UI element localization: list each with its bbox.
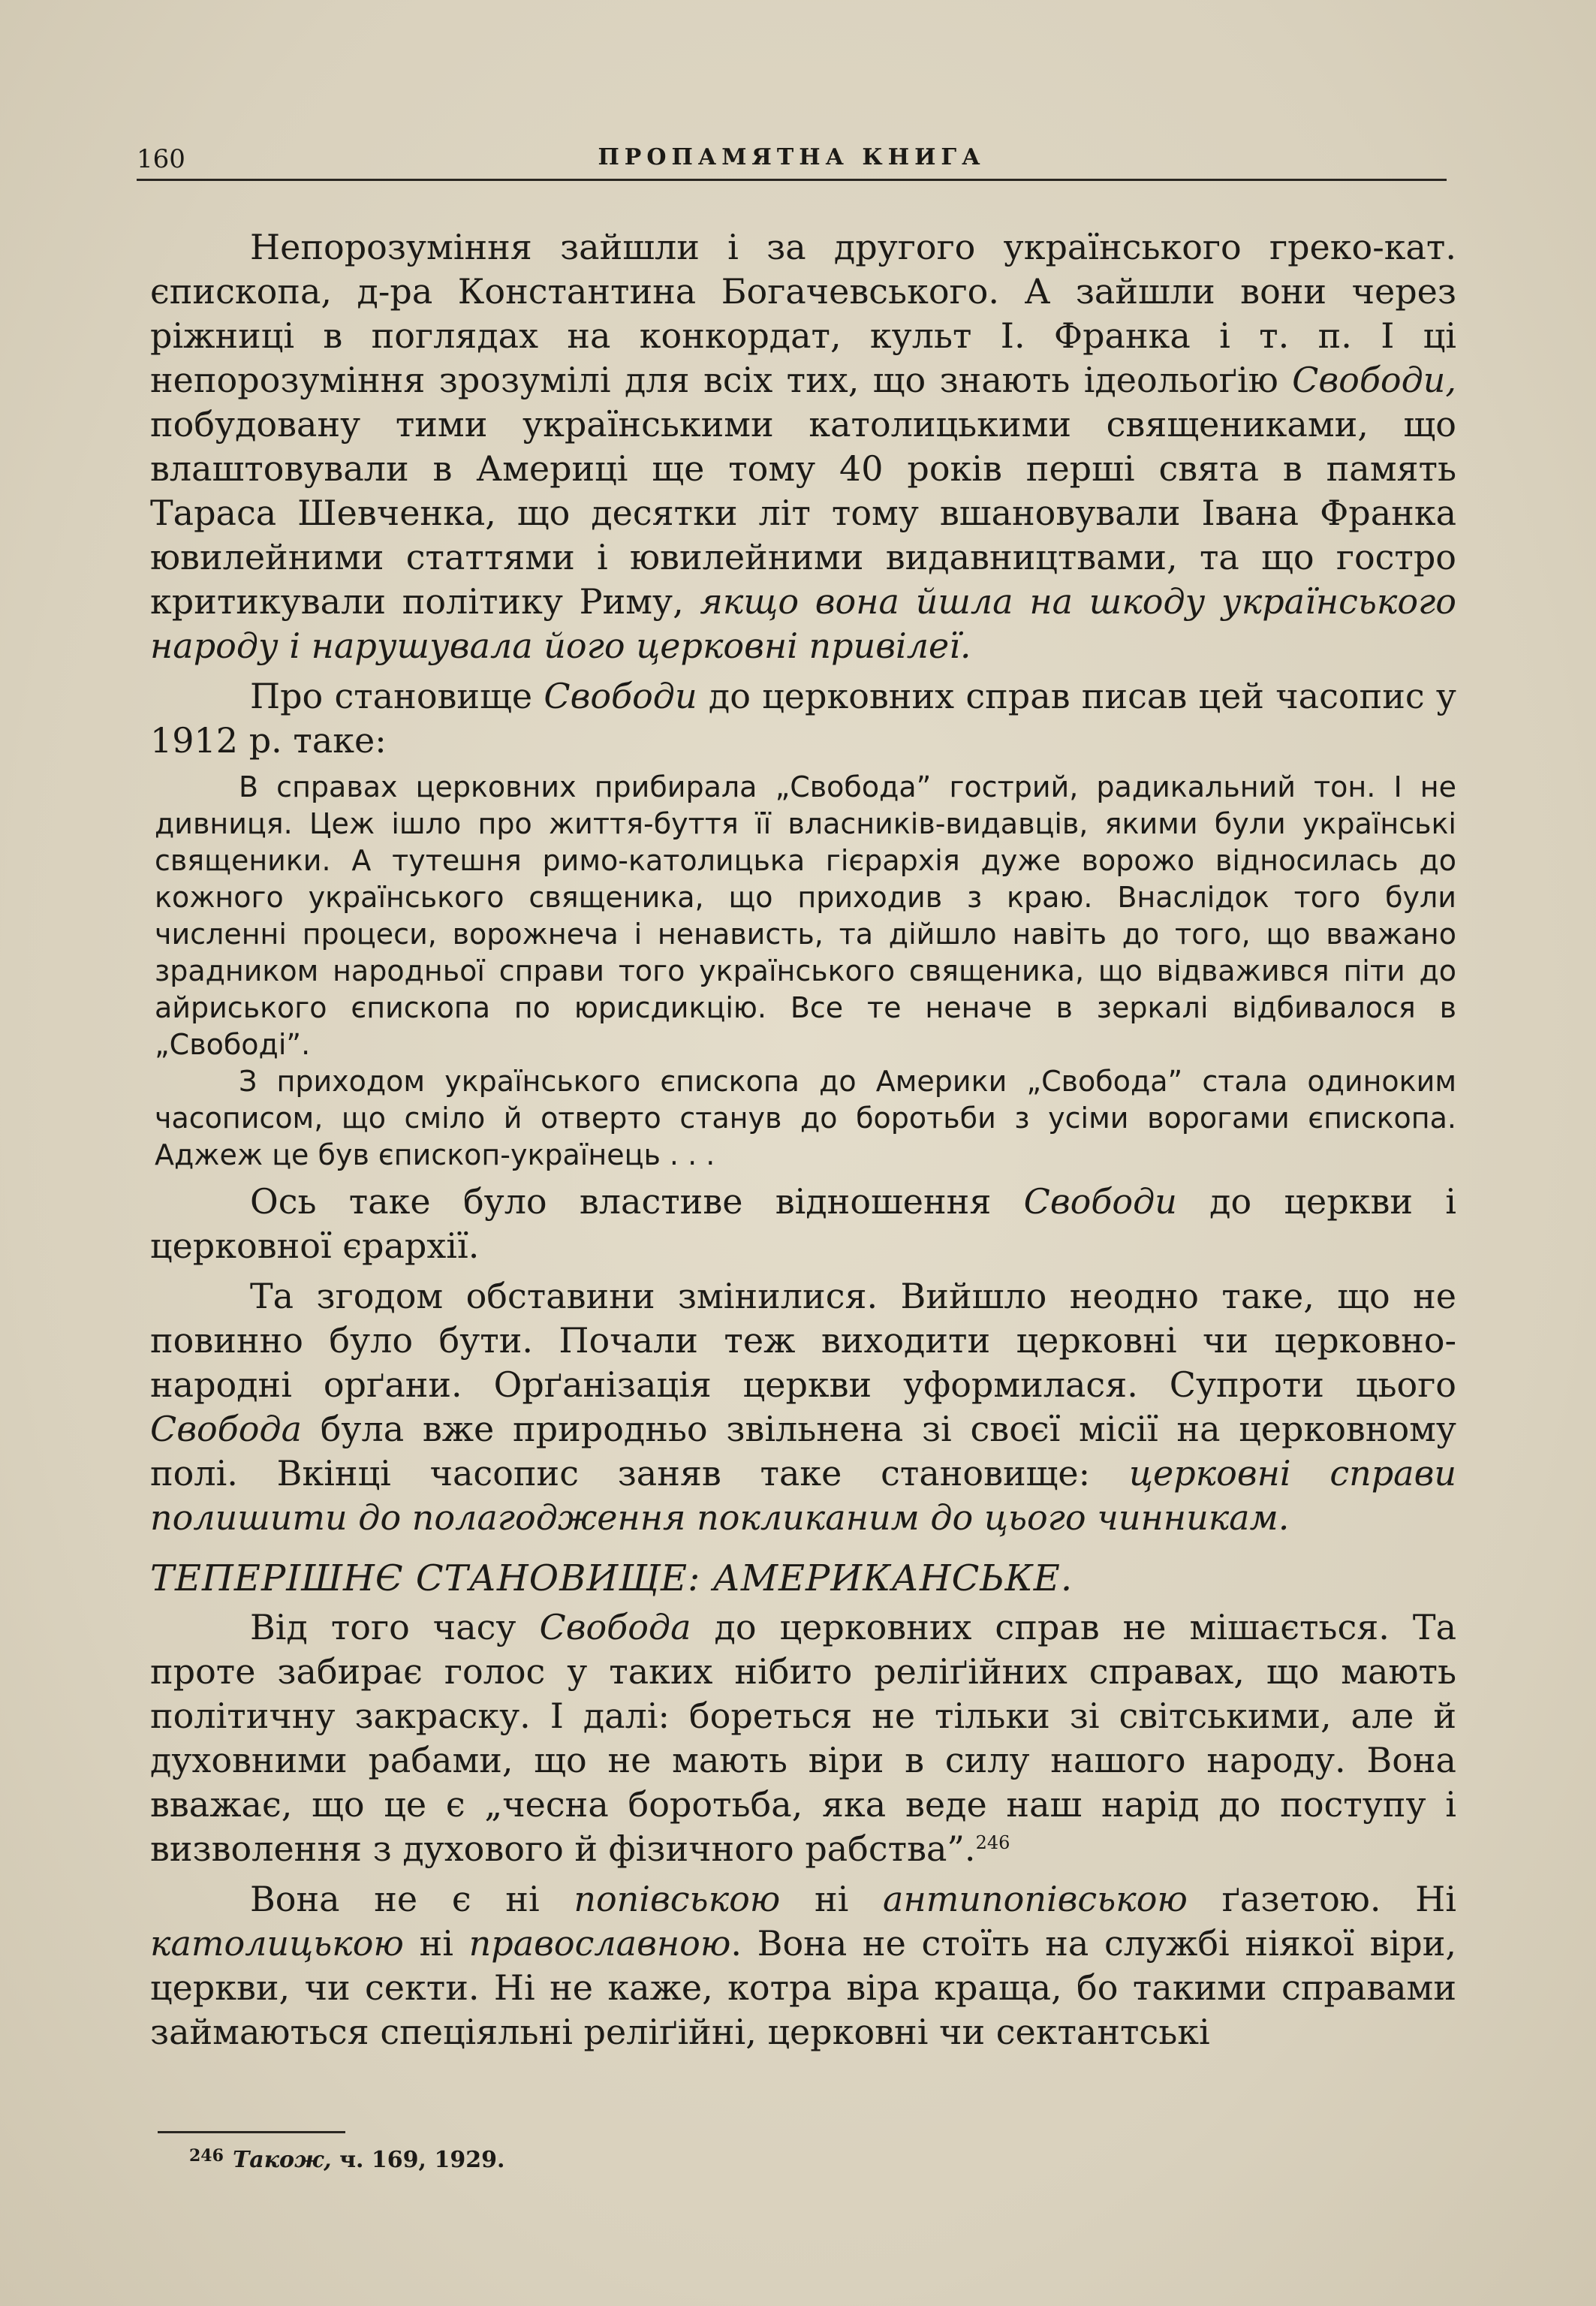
running-header — [137, 141, 1447, 181]
paragraph-3 — [150, 1180, 1456, 1268]
section-heading: ТЕПЕРІШНЄ СТАНОВИЩЕ: АМЕРИКАНСЬКЕ. — [150, 1557, 1074, 1599]
text-run: до церковних справ не мішається. Та проте забирає голос у таких нібито реліґійних справах, що мають політичну закраску. І далі: бореться не тільки зі світськими, але й духовними рабами, що не мають віри в силу нашого народу. Вона вважає, що це є „чесна боротьба, яка веде наш нарід до поступу і визволення з духового й фізичного рабства”. — [150, 1607, 1457, 1869]
footnote-italic: Також, — [232, 2147, 332, 2173]
quote-paragraph-2: З приходом українського єпископа до Америки „Свобода” стала одиноким часописом, що сміло й отверто станув до боротьби з усіми ворогами єпископа. Аджеж це був єпископ-українець . . . — [155, 1065, 1456, 1171]
text-run: Та згодом обставини змінилися. Вийшло неодно таке, що не повинно було бути. Почали теж виходити церковні чи церковно-народні орґани. Орґанізація церкви уформилася. Супроти цього — [150, 1276, 1456, 1405]
text-run: ґазетою. Ні — [1187, 1879, 1456, 1919]
body-text — [150, 225, 1456, 2060]
text-run: Від того часу — [250, 1607, 540, 1647]
paragraph-5 — [150, 1605, 1456, 1871]
italic-run: Свобода — [539, 1607, 691, 1647]
italic-run: Свободи — [544, 676, 697, 716]
italic-run: католицькою — [150, 1923, 404, 1964]
italic-run: православною — [468, 1923, 731, 1964]
footnote-divider — [158, 2131, 345, 2133]
italic-run: церковні справи полишити до полагодження покликаним до цього чинникам. — [150, 1453, 1457, 1538]
text-run: побудовану тими українськими католицькими священиками, що влаштовували в Америці ще тому 40 років перші свята в память Тараса Шевченка, що десятки літ тому вшановували Івана Франка ювилейними статтями і ювилейними видавництвами, та що гостро критикували політику Риму, — [150, 404, 1456, 622]
running-title: ПРОПАМЯТНА КНИГА — [598, 144, 986, 170]
text-run: ні — [403, 1923, 469, 1964]
paragraph-2 — [150, 674, 1456, 763]
footnote-text: ч. 169, 1929. — [331, 2147, 505, 2173]
italic-run: Свободи, — [1292, 360, 1456, 400]
italic-run: попівською — [574, 1879, 781, 1919]
paragraph-6 — [150, 1877, 1456, 2054]
italic-run: Свободи — [1023, 1181, 1177, 1222]
text-run: Ось таке було властиве відношення — [250, 1181, 1024, 1222]
italic-run: якщо вона йшла на шкоду українського народу і нарушувала його церковні привілеї. — [150, 581, 1456, 666]
text-run: до церкви і церковної єрархії. — [150, 1181, 1457, 1266]
text-run: Про становище — [250, 676, 544, 716]
text-run: Вона не є ні — [250, 1879, 574, 1919]
footnote-number: 246 — [189, 2146, 224, 2166]
page-number: 160 — [137, 144, 185, 174]
text-run: була вже природньо звільнена зі своєї місії на церковному полі. Вкінці часопис заняв таке становище: — [150, 1409, 1456, 1494]
footnote-reference[interactable]: 246 — [975, 1832, 1010, 1853]
paragraph-1 — [150, 225, 1456, 668]
text-run: ні — [780, 1879, 884, 1919]
text-run: . Вона не стоїть на службі ніякої віри, церкви, чи секти. Ні не каже, котра віра краща, бо такими справами займаються спеціяльні реліґійні, церковні чи сектантські — [150, 1923, 1456, 2052]
text-run: Непорозуміння зайшли і за другого українського греко-кат. єпископа, д-ра Константина Богачевського. А зайшли вони через ріжниці в поглядах на конкордат, культ І. Франка і т. п. І ці непорозуміння зрозумілі для всіх тих, що знають ідеольоґію — [150, 227, 1456, 400]
text-run: до церковних справ писав цей часопис у 1912 р. таке: — [150, 676, 1456, 761]
italic-run: антипопівською — [883, 1879, 1188, 1919]
paragraph-4 — [150, 1274, 1456, 1540]
footnote — [189, 2146, 504, 2173]
quote-paragraph-1: В справах церковних прибирала „Свобода” гострий, радикальний тон. І не дивниця. Цеж ішло про життя-буття її власників-видавців, якими були українські священики. А тутешня римо-католицька гієрархія дуже ворожо відносилась до кожного українського священика, що приходив з краю. Внаслідок того були численні процеси, ворожнеча і ненависть, та дійшло навіть до того, що вважано зрадником народньої справи того українського священика, що відважився піти до айриського єпископа по юрисдикцію. Все те неначе в зеркалі відбивалося в „Свободі”. — [155, 770, 1456, 1061]
italic-run: Свобода — [150, 1409, 303, 1449]
